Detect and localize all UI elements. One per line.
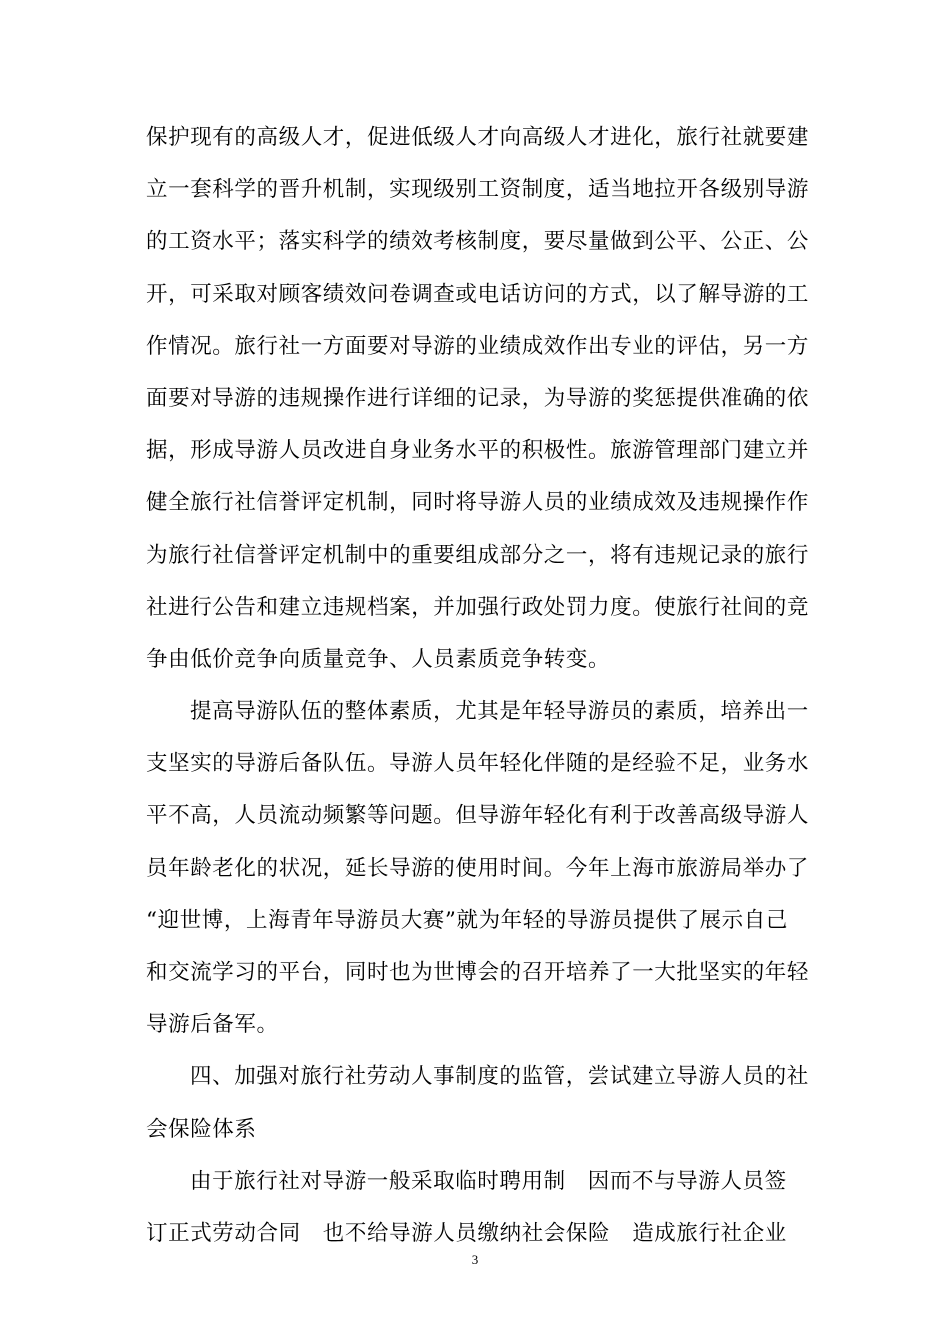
text-line: 立一套科学的晋升机制，实现级别工资制度，适当地拉开各级别导游 xyxy=(146,177,810,203)
text-line: 开，可采取对顾客绩效问卷调查或电话访问的方式，以了解导游的工 xyxy=(146,281,810,307)
text-line: 保护现有的高级人才，促进低级人才向高级人才进化，旅行社就要建 xyxy=(146,125,810,150)
text-line: 平不高，人员流动频繁等问题。但导游年轻化有利于改善高级导游人 xyxy=(146,803,810,829)
text-line: 的工资水平；落实科学的绩效考核制度，要尽量做到公平、公正、公 xyxy=(146,229,810,255)
text-line: 社进行公告和建立违规档案，并加强行政处罚力度。使旅行社间的竞 xyxy=(146,594,810,620)
text-line: 会保险体系 xyxy=(146,1116,257,1142)
text-line: 员年龄老化的状况，延长导游的使用时间。今年上海市旅游局举办了 xyxy=(146,855,810,881)
text-line: 提高导游队伍的整体素质，尤其是年轻导游员的素质，培养出一 xyxy=(190,699,809,725)
body-text xyxy=(146,112,811,1260)
text-line: 面要对导游的违规操作进行详细的记录，为导游的奖惩提供准确的依 xyxy=(146,385,810,411)
text-line: 作情况。旅行社一方面要对导游的业绩成效作出专业的评估，另一方 xyxy=(146,333,810,359)
text-line: 由于旅行社对导游一般采取临时聘用制 因而不与导游人员签 xyxy=(190,1168,787,1194)
text-line: 导游后备军。 xyxy=(146,1012,279,1038)
text-line: 订正式劳动合同 也不给导游人员缴纳社会保险 造成旅行社企业 xyxy=(146,1220,787,1246)
text-line: “迎世博，上海青年导游员大赛”就为年轻的导游员提供了展示自己 xyxy=(146,907,788,933)
text-line: 据，形成导游人员改进自身业务水平的积极性。旅游管理部门建立并 xyxy=(146,438,810,464)
text-line: 为旅行社信誉评定机制中的重要组成部分之一，将有违规记录的旅行 xyxy=(146,542,810,568)
text-line: 和交流学习的平台，同时也为世博会的召开培养了一大批坚实的年轻 xyxy=(146,960,810,985)
text-line: 争由低价竞争向质量竞争、人员素质竞争转变。 xyxy=(146,646,611,672)
text-line: 支坚实的导游后备队伍。导游人员年轻化伴随的是经验不足，业务水 xyxy=(146,751,810,777)
text-line: 健全旅行社信誉评定机制，同时将导游人员的业绩成效及违规操作作 xyxy=(146,490,810,516)
text-line: 四、加强对旅行社劳动人事制度的监管，尝试建立导游人员的社 xyxy=(190,1064,809,1090)
page-number: 3 xyxy=(471,1252,479,1267)
